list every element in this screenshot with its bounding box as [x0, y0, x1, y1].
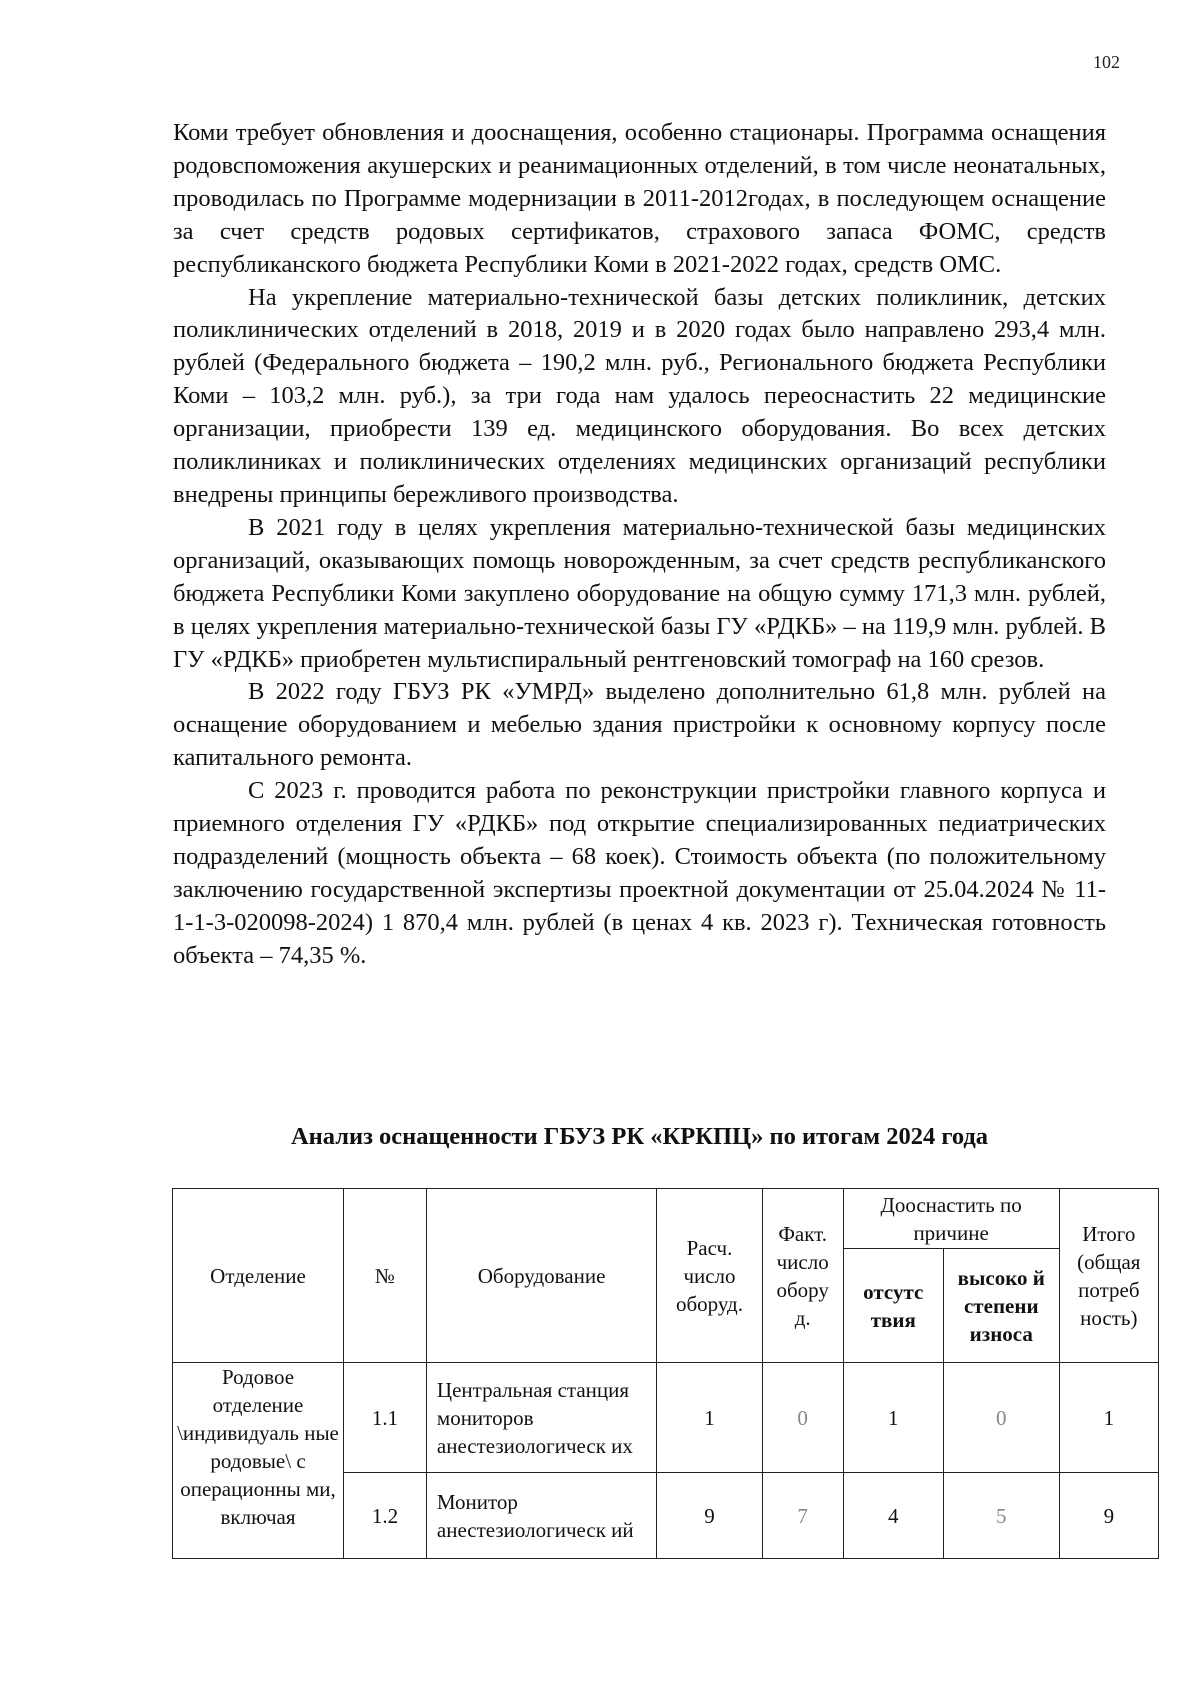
header-total: Итого (общая потреб ность) [1059, 1189, 1158, 1363]
absence-value: 4 [843, 1473, 943, 1559]
table-header-row [173, 1189, 1159, 1249]
wear-value: 0 [943, 1363, 1059, 1473]
row-number: 1.1 [343, 1363, 426, 1473]
wear-value: 5 [943, 1473, 1059, 1559]
table-row [173, 1363, 1159, 1473]
calc-value: 9 [657, 1473, 762, 1559]
paragraph: Коми требует обновления и дооснащения, особенно стационары. Программа оснащения родовспоможения акушерских и реанимационных отделений, в том числе неонатальных, проводилась по Программе модернизации в 2011-2012годах, в последующем оснащение за счет средств родовых сертификатов, страхового запаса ФОМС, средств республиканского бюджета Республики Коми в 2021-2022 годах, средств ОМС. [173, 119, 1106, 278]
table-title: Анализ оснащенности ГБУЗ РК «КРКПЦ» по итогам 2024 года [290, 1123, 989, 1150]
fact-value: 0 [762, 1363, 843, 1473]
header-calc: Расч. число оборуд. [657, 1189, 762, 1363]
header-fact: Факт. число обору д. [762, 1189, 843, 1363]
total-value: 9 [1059, 1473, 1158, 1559]
row-number: 1.2 [343, 1473, 426, 1559]
fact-value: 7 [762, 1473, 843, 1559]
header-wear: высоко й степени износа [943, 1249, 1059, 1363]
equipment-name: Центральная станция мониторов анестезиологическ их [426, 1363, 656, 1473]
equipment-name: Монитор анестезиологическ ий [426, 1473, 656, 1559]
header-department: Отделение [173, 1189, 344, 1363]
body-text [173, 117, 1106, 973]
department-cell: Родовое отделение \индивидуаль ные родовые\ с операционны ми, включая [173, 1363, 344, 1559]
header-number: № [343, 1189, 426, 1363]
header-absence: отсутс твия [843, 1249, 943, 1363]
paragraph: В 2022 году ГБУЗ РК «УМРД» выделено дополнительно 61,8 млн. рублей на оснащение оборудованием и мебелью здания пристройки к основному корпусу после капитального ремонта. [173, 678, 1106, 772]
total-value: 1 [1059, 1363, 1158, 1473]
paragraph: В 2021 году в целях укрепления материально-технической базы медицинских организаций, оказывающих помощь новорожденным, за счет средств республиканского бюджета Республики Коми закуплено оборудование на общую сумму 171,3 млн. рублей, в целях укрепления материально-технической базы ГУ «РДКБ» – на 119,9 млн. рублей. В ГУ «РДКБ» приобретен мультиспиральный рентгеновский томограф на 160 срезов. [173, 513, 1106, 673]
absence-value: 1 [843, 1363, 943, 1473]
paragraph: С 2023 г. проводится работа по реконструкции пристройки главного корпуса и приемного отделения ГУ «РДКБ» под открытие специализированных педиатрических подразделений (мощность объекта – 68 коек). Стоимость объекта (по положительному заключению государственной экспертизы проектной документации от 25.04.2024 № 11-1-1-3-020098-2024) 1 870,4 млн. рублей (в ценах 4 кв. 2023 г). Техническая готовность объекта – 74,35 %. [173, 777, 1106, 969]
equipment-table [172, 1188, 1159, 1559]
header-equipment: Оборудование [426, 1189, 656, 1363]
header-reequip: Дооснастить по причине [843, 1189, 1059, 1249]
paragraph: На укрепление материально-технической базы детских поликлиник, детских поликлинических отделений в 2018, 2019 и в 2020 годах было направлено 293,4 млн. рублей (Федерального бюджета – 190,2 млн. руб., Регионального бюджета Республики Коми – 103,2 млн. руб.), за три года нам удалось переоснастить 22 медицинские организации, приобрести 139 ед. медицинского оборудования. Во всех детских поликлиниках и поликлинических отделениях медицинских организаций республики внедрены принципы бережливого производства. [173, 283, 1106, 508]
calc-value: 1 [657, 1363, 762, 1473]
page-number: 102 [1093, 52, 1120, 72]
